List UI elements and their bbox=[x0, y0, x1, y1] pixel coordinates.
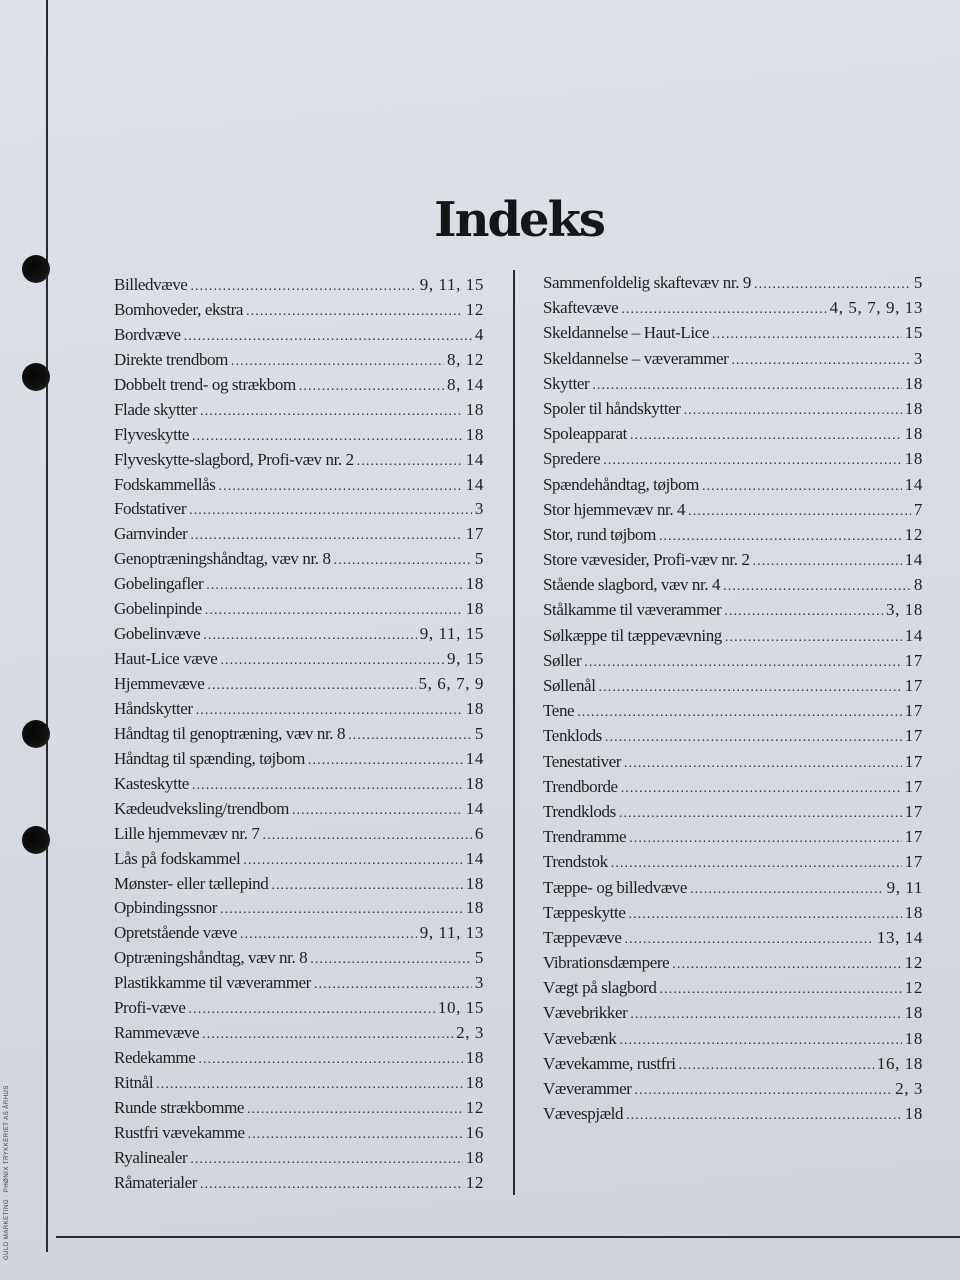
dot-leader bbox=[599, 680, 902, 696]
page-numbers: 9, 11 bbox=[886, 877, 923, 897]
index-term: Kasteskytte bbox=[114, 773, 189, 793]
dot-leader bbox=[219, 479, 463, 495]
index-entry bbox=[114, 1123, 484, 1148]
index-entry bbox=[543, 349, 923, 374]
dot-leader bbox=[712, 327, 902, 343]
page-numbers: 14 bbox=[904, 625, 923, 645]
index-term: Skeldannelse – Haut-Lice bbox=[543, 323, 710, 343]
dot-leader bbox=[672, 957, 902, 973]
index-term: Håndskytter bbox=[114, 698, 193, 718]
bottom-rule bbox=[56, 1236, 960, 1238]
index-entry bbox=[114, 1023, 484, 1048]
index-entry bbox=[114, 1173, 484, 1198]
index-term: Lås på fodskammel bbox=[114, 848, 241, 868]
page-numbers: 14 bbox=[904, 550, 923, 570]
page-numbers: 18 bbox=[465, 898, 484, 918]
index-term: Ryalinealer bbox=[114, 1147, 188, 1167]
dot-leader bbox=[630, 1007, 901, 1023]
dot-leader bbox=[207, 678, 415, 694]
index-term: Sammenfoldelig skaftevæv nr. 9 bbox=[543, 273, 752, 292]
index-term: Lille hjemmevæv nr. 7 bbox=[114, 823, 260, 843]
page-numbers: 12 bbox=[465, 1097, 484, 1117]
index-entry bbox=[114, 425, 484, 450]
dot-leader bbox=[626, 1108, 902, 1124]
index-entry bbox=[114, 849, 484, 874]
dot-leader bbox=[190, 1152, 463, 1168]
index-entry bbox=[114, 450, 484, 475]
dot-leader bbox=[292, 803, 463, 819]
page-numbers: 17 bbox=[904, 701, 923, 721]
dot-leader bbox=[624, 756, 902, 772]
index-entry bbox=[543, 374, 923, 399]
index-term: Redekamme bbox=[114, 1048, 196, 1068]
index-column-left bbox=[114, 275, 484, 1198]
index-entry bbox=[114, 973, 484, 998]
index-term: Skeldannelse – væverammer bbox=[543, 348, 729, 368]
page-numbers: 13, 14 bbox=[876, 927, 923, 947]
index-term: Spredere bbox=[543, 449, 601, 469]
index-entry bbox=[114, 325, 484, 350]
dot-leader bbox=[192, 778, 463, 794]
dot-leader bbox=[310, 952, 472, 968]
dot-leader bbox=[621, 781, 902, 797]
dot-leader bbox=[220, 902, 463, 918]
page-numbers: 18 bbox=[465, 1048, 484, 1068]
dot-leader bbox=[190, 279, 416, 295]
index-term: Tæppeskytte bbox=[543, 902, 626, 922]
index-entry bbox=[543, 852, 923, 877]
dot-leader bbox=[189, 1002, 435, 1018]
dot-leader bbox=[200, 1177, 463, 1193]
dot-leader bbox=[156, 1077, 463, 1093]
page-numbers: 12 bbox=[904, 978, 923, 998]
index-entry bbox=[543, 1029, 923, 1054]
page-numbers: 9, 11, 15 bbox=[419, 275, 484, 294]
index-entry bbox=[114, 1048, 484, 1073]
page-numbers: 14 bbox=[465, 848, 484, 868]
dot-leader bbox=[688, 504, 911, 520]
page-numbers: 5, 6, 7, 9 bbox=[418, 674, 484, 693]
page-numbers: 18 bbox=[465, 1147, 484, 1167]
page-numbers: 9, 11, 13 bbox=[419, 923, 484, 943]
index-entry bbox=[543, 701, 923, 726]
index-entry bbox=[114, 624, 484, 649]
dot-leader bbox=[189, 503, 472, 519]
index-entry bbox=[543, 1003, 923, 1028]
page-numbers: 5 bbox=[474, 948, 484, 968]
page-numbers: 17 bbox=[465, 524, 484, 544]
dot-leader bbox=[271, 878, 462, 894]
index-entry bbox=[114, 874, 484, 899]
index-term: Stor hjemmevæv nr. 4 bbox=[543, 499, 686, 519]
index-entry bbox=[543, 475, 923, 500]
page-numbers: 18 bbox=[465, 574, 484, 594]
index-term: Sølkæppe til tæppevævning bbox=[543, 625, 722, 645]
column-divider bbox=[513, 270, 515, 1195]
punch-hole bbox=[22, 255, 50, 283]
dot-leader bbox=[725, 630, 902, 646]
page-numbers: 3 bbox=[474, 499, 484, 519]
page-numbers: 18 bbox=[904, 1003, 923, 1023]
index-entry bbox=[114, 998, 484, 1023]
dot-leader bbox=[611, 856, 902, 872]
dot-leader bbox=[308, 753, 463, 769]
page-numbers: 5 bbox=[913, 273, 923, 292]
index-entry bbox=[543, 903, 923, 928]
index-entry bbox=[543, 802, 923, 827]
margin-rule bbox=[46, 0, 48, 1252]
dot-leader bbox=[679, 1058, 874, 1074]
dot-leader bbox=[584, 655, 902, 671]
page-numbers: 8 bbox=[913, 575, 923, 595]
index-entry bbox=[543, 525, 923, 550]
page-numbers: 14 bbox=[465, 798, 484, 818]
page-numbers: 7 bbox=[913, 499, 923, 519]
page-numbers: 9, 11, 15 bbox=[419, 624, 484, 644]
index-column-right bbox=[543, 273, 923, 1129]
index-term: Mønster- eller tællepind bbox=[114, 873, 269, 893]
printer-imprint: GULD MARKETING · PHØNIX TRYKKERIET AS ÅRHUS bbox=[4, 1085, 10, 1260]
index-term: Direkte trendbom bbox=[114, 349, 228, 369]
index-term: Vibrationsdæmpere bbox=[543, 953, 670, 973]
index-term: Tenklods bbox=[543, 726, 602, 746]
index-entry bbox=[543, 651, 923, 676]
index-term: Bomhoveder, ekstra bbox=[114, 299, 244, 319]
index-term: Ritnål bbox=[114, 1073, 154, 1092]
index-entry bbox=[543, 399, 923, 424]
index-term: Råmaterialer bbox=[114, 1172, 197, 1192]
index-term: Kædeudveksling/trendbom bbox=[114, 798, 289, 818]
dot-leader bbox=[196, 703, 463, 719]
dot-leader bbox=[630, 428, 902, 444]
index-term: Vævebænk bbox=[543, 1028, 617, 1048]
page-numbers: 12 bbox=[465, 1172, 484, 1192]
index-term: Skytter bbox=[543, 373, 590, 393]
dot-leader bbox=[690, 882, 884, 898]
page-numbers: 2, 3 bbox=[895, 1079, 923, 1098]
dot-leader bbox=[299, 379, 444, 395]
index-entry bbox=[114, 524, 484, 549]
dot-leader bbox=[184, 329, 472, 345]
index-term: Optræningshåndtag, væv nr. 8 bbox=[114, 948, 308, 968]
dot-leader bbox=[628, 907, 901, 923]
page-numbers: 18 bbox=[465, 698, 484, 718]
page-numbers: 10, 15 bbox=[437, 998, 484, 1018]
page-numbers: 18 bbox=[904, 398, 923, 418]
index-term: Rustfri vævekamme bbox=[114, 1122, 245, 1142]
dot-leader bbox=[753, 554, 902, 570]
index-term: Vægt på slagbord bbox=[543, 978, 657, 998]
dot-leader bbox=[731, 353, 910, 369]
punch-hole bbox=[22, 363, 50, 391]
index-entry bbox=[543, 600, 923, 625]
index-entry bbox=[543, 1104, 923, 1129]
page-numbers: 18 bbox=[904, 902, 923, 922]
page-numbers: 17 bbox=[904, 852, 923, 872]
page-numbers: 17 bbox=[904, 801, 923, 821]
page-title: Indeks bbox=[434, 192, 604, 249]
index-entry bbox=[114, 799, 484, 824]
index-term: Spoler til håndskytter bbox=[543, 398, 681, 418]
punch-hole bbox=[22, 826, 50, 854]
dot-leader bbox=[190, 528, 462, 544]
index-entry bbox=[543, 298, 923, 323]
index-term: Gobelingafler bbox=[114, 574, 204, 594]
index-term: Opretstående væve bbox=[114, 923, 238, 943]
page-numbers: 17 bbox=[904, 827, 923, 847]
index-term: Bordvæve bbox=[114, 324, 181, 344]
index-term: Stående slagbord, væv nr. 4 bbox=[543, 575, 721, 595]
index-term: Fodstativer bbox=[114, 499, 187, 519]
page-numbers: 18 bbox=[904, 424, 923, 444]
page-numbers: 12 bbox=[904, 524, 923, 544]
dot-leader bbox=[659, 529, 902, 545]
index-entry bbox=[114, 649, 484, 674]
index-term: Profi-væve bbox=[114, 998, 186, 1018]
dot-leader bbox=[684, 403, 902, 419]
dot-leader bbox=[247, 1102, 463, 1118]
index-term: Garnvinder bbox=[114, 524, 188, 544]
page-numbers: 16 bbox=[465, 1122, 484, 1142]
page-numbers: 17 bbox=[904, 726, 923, 746]
index-entry bbox=[543, 827, 923, 852]
index-term: Tene bbox=[543, 701, 575, 721]
index-entry bbox=[114, 549, 484, 574]
page-numbers: 18 bbox=[904, 1028, 923, 1048]
dot-leader bbox=[660, 982, 902, 998]
index-term: Fodskammellås bbox=[114, 474, 216, 494]
index-entry bbox=[114, 1098, 484, 1123]
index-entry bbox=[543, 626, 923, 651]
dot-leader bbox=[203, 628, 416, 644]
page-numbers: 18 bbox=[904, 373, 923, 393]
index-term: Tæppe- og billedvæve bbox=[543, 877, 688, 897]
index-term: Billedvæve bbox=[114, 275, 188, 294]
dot-leader bbox=[702, 479, 902, 495]
index-term: Flyveskytte-slagbord, Profi-væv nr. 2 bbox=[114, 449, 354, 469]
page-numbers: 18 bbox=[465, 599, 484, 619]
dot-leader bbox=[357, 454, 463, 470]
dot-leader bbox=[754, 277, 911, 293]
index-entry bbox=[543, 928, 923, 953]
index-entry bbox=[543, 978, 923, 1003]
index-term: Trendstok bbox=[543, 852, 608, 872]
dot-leader bbox=[248, 1127, 463, 1143]
index-entry bbox=[114, 948, 484, 973]
page-numbers: 16, 18 bbox=[876, 1053, 923, 1073]
index-term: Hjemmevæve bbox=[114, 674, 205, 693]
dot-leader bbox=[635, 1083, 893, 1099]
index-term: Flyveskytte bbox=[114, 424, 189, 444]
page-numbers: 5 bbox=[474, 549, 484, 569]
index-term: Gobelinvæve bbox=[114, 624, 201, 644]
page-numbers: 3, 18 bbox=[886, 600, 923, 620]
page-numbers: 17 bbox=[904, 751, 923, 771]
page-numbers: 18 bbox=[465, 773, 484, 793]
dot-leader bbox=[592, 378, 901, 394]
index-term: Spændehåndtag, tøjbom bbox=[543, 474, 699, 494]
page-numbers: 8, 14 bbox=[447, 374, 484, 394]
index-entry bbox=[114, 774, 484, 799]
page-numbers: 18 bbox=[465, 873, 484, 893]
index-entry bbox=[543, 1079, 923, 1104]
index-entry bbox=[543, 500, 923, 525]
punch-hole bbox=[22, 720, 50, 748]
dot-leader bbox=[206, 578, 463, 594]
index-entry bbox=[114, 824, 484, 849]
page-numbers: 18 bbox=[904, 1104, 923, 1124]
dot-leader bbox=[200, 404, 463, 420]
index-entry bbox=[543, 878, 923, 903]
index-entry bbox=[543, 676, 923, 701]
index-term: Gobelinpinde bbox=[114, 599, 202, 619]
page-numbers: 17 bbox=[904, 676, 923, 695]
index-term: Trendramme bbox=[543, 827, 627, 847]
index-entry bbox=[543, 550, 923, 575]
index-entry bbox=[543, 575, 923, 600]
index-term: Genoptræningshåndtag, væv nr. 8 bbox=[114, 549, 331, 569]
index-entry bbox=[114, 724, 484, 749]
dot-leader bbox=[314, 977, 472, 993]
dot-leader bbox=[263, 828, 472, 844]
index-entry bbox=[543, 777, 923, 802]
page-numbers: 4, 5, 7, 9, 13 bbox=[829, 298, 923, 318]
dot-leader bbox=[619, 1033, 901, 1049]
page-numbers: 18 bbox=[904, 449, 923, 469]
dot-leader bbox=[240, 927, 417, 943]
index-entry bbox=[543, 424, 923, 449]
page-numbers: 8, 12 bbox=[447, 349, 484, 369]
dot-leader bbox=[621, 302, 826, 318]
dot-leader bbox=[202, 1027, 453, 1043]
index-term: Håndtag til genoptræning, væv nr. 8 bbox=[114, 723, 346, 743]
dot-leader bbox=[246, 304, 463, 320]
dot-leader bbox=[334, 553, 472, 569]
index-term: Plastikkamme til væverammer bbox=[114, 973, 311, 993]
page-numbers: 14 bbox=[465, 449, 484, 469]
dot-leader bbox=[625, 932, 874, 948]
index-term: Flade skytter bbox=[114, 399, 198, 419]
index-term: Dobbelt trend- og strækbom bbox=[114, 374, 296, 394]
index-entry bbox=[543, 1054, 923, 1079]
index-entry bbox=[114, 898, 484, 923]
page-numbers: 14 bbox=[465, 748, 484, 768]
index-term: Opbindingssnor bbox=[114, 898, 218, 918]
index-entry bbox=[114, 1148, 484, 1173]
page-numbers: 18 bbox=[465, 424, 484, 444]
page-numbers: 3 bbox=[913, 348, 923, 368]
dot-leader bbox=[348, 728, 472, 744]
index-entry bbox=[114, 400, 484, 425]
index-entry bbox=[543, 726, 923, 751]
dot-leader bbox=[723, 579, 911, 595]
dot-leader bbox=[205, 603, 463, 619]
page-numbers: 2, 3 bbox=[456, 1023, 484, 1043]
index-entry bbox=[114, 350, 484, 375]
index-entry bbox=[114, 275, 484, 300]
index-term: Stor, rund tøjbom bbox=[543, 524, 656, 544]
index-term: Rammevæve bbox=[114, 1023, 200, 1043]
index-term: Søllenål bbox=[543, 676, 596, 695]
page-numbers: 12 bbox=[904, 953, 923, 973]
dot-leader bbox=[605, 730, 902, 746]
index-entry bbox=[114, 300, 484, 325]
page-numbers: 4 bbox=[474, 324, 484, 344]
index-entry bbox=[543, 449, 923, 474]
dot-leader bbox=[220, 653, 444, 669]
index-entry bbox=[114, 499, 484, 524]
index-term: Håndtag til spænding, tøjbom bbox=[114, 748, 305, 768]
page-numbers: 9, 15 bbox=[447, 649, 484, 669]
index-term: Søller bbox=[543, 650, 582, 670]
index-term: Tenestativer bbox=[543, 751, 622, 771]
index-term: Skaftevæve bbox=[543, 298, 619, 318]
page-numbers: 12 bbox=[465, 299, 484, 319]
dot-leader bbox=[603, 453, 902, 469]
index-term: Spoleapparat bbox=[543, 424, 627, 444]
index-term: Trendborde bbox=[543, 776, 618, 796]
index-entry bbox=[114, 1073, 484, 1098]
index-entry bbox=[114, 674, 484, 699]
dot-leader bbox=[243, 853, 462, 869]
page-numbers: 15 bbox=[904, 323, 923, 343]
dot-leader bbox=[231, 354, 444, 370]
page-numbers: 18 bbox=[465, 1073, 484, 1092]
index-entry bbox=[114, 574, 484, 599]
index-term: Tæppevæve bbox=[543, 927, 622, 947]
index-term: Vævespjæld bbox=[543, 1104, 624, 1124]
dot-leader bbox=[724, 604, 883, 620]
index-term: Stålkamme til væverammer bbox=[543, 600, 722, 620]
dot-leader bbox=[198, 1052, 462, 1068]
dot-leader bbox=[619, 806, 902, 822]
page-numbers: 6 bbox=[474, 823, 484, 843]
index-term: Store vævesider, Profi-væv nr. 2 bbox=[543, 550, 750, 570]
index-entry bbox=[114, 375, 484, 400]
index-term: Trendklods bbox=[543, 801, 616, 821]
index-entry bbox=[543, 752, 923, 777]
index-term: Haut-Lice væve bbox=[114, 649, 218, 669]
page-numbers: 14 bbox=[465, 474, 484, 494]
page-numbers: 5 bbox=[474, 723, 484, 743]
page-numbers: 3 bbox=[474, 973, 484, 993]
index-entry bbox=[543, 323, 923, 348]
page-numbers: 17 bbox=[904, 650, 923, 670]
index-entry bbox=[114, 749, 484, 774]
index-term: Vævekamme, rustfri bbox=[543, 1053, 676, 1073]
page-numbers: 17 bbox=[904, 776, 923, 796]
dot-leader bbox=[629, 831, 902, 847]
index-entry bbox=[114, 699, 484, 724]
index-entry bbox=[114, 599, 484, 624]
dot-leader bbox=[192, 429, 463, 445]
index-entry bbox=[114, 923, 484, 948]
index-term: Væverammer bbox=[543, 1079, 632, 1098]
index-term: Runde strækbomme bbox=[114, 1097, 245, 1117]
page-numbers: 14 bbox=[904, 474, 923, 494]
index-entry bbox=[543, 273, 923, 298]
dot-leader bbox=[577, 705, 902, 721]
index-entry bbox=[543, 953, 923, 978]
index-entry bbox=[114, 475, 484, 500]
index-term: Vævebrikker bbox=[543, 1003, 628, 1023]
page-numbers: 18 bbox=[465, 399, 484, 419]
